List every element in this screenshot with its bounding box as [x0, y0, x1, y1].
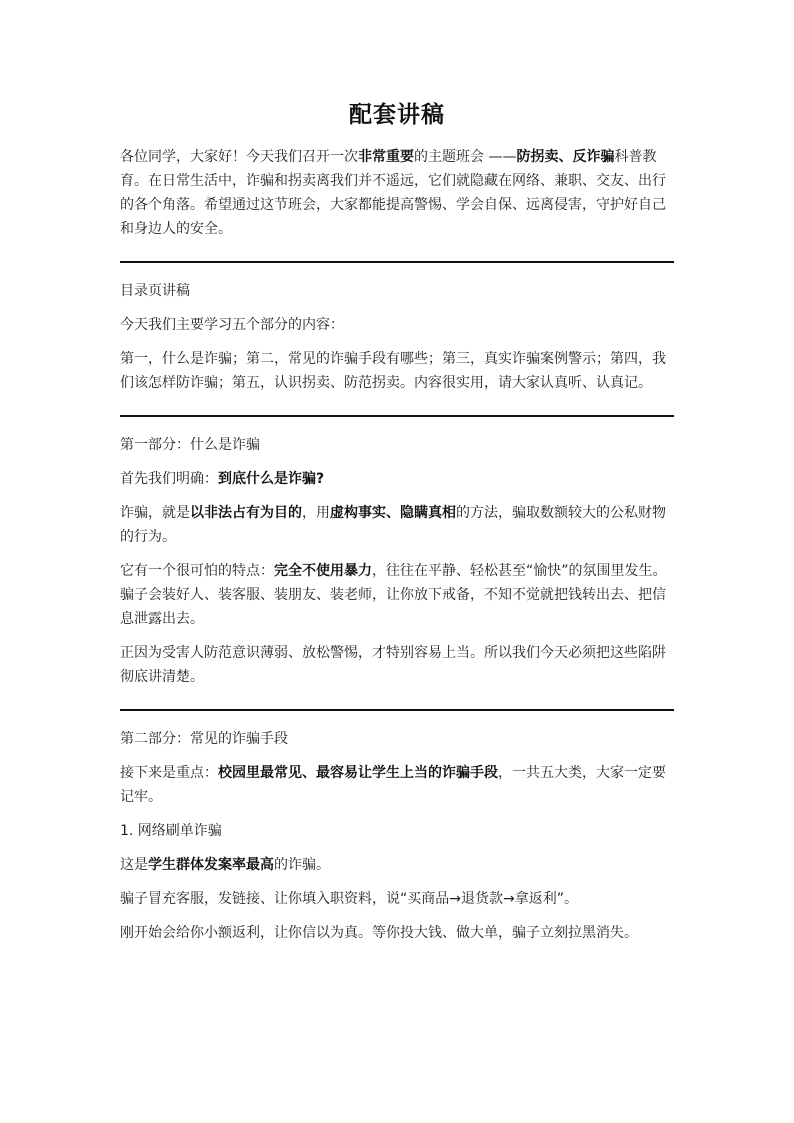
- text-run: 首先我们明确：: [120, 471, 218, 487]
- paragraph: 正因为受害人防范意识薄弱、放松警惕，才特别容易上当。所以我们今天必须把这些陷阱彻底讲清楚。: [120, 645, 666, 685]
- paragraph: [120, 559, 674, 631]
- text-run: 这是: [120, 857, 148, 873]
- text-run: 诈骗，就是: [120, 505, 190, 521]
- text-run: 科普教育。在日常生活中，诈骗和拐卖离我们并不遥远，它们就隐藏在网络、兼职、交友、出行的各个角落。希望通过这节班会，大家都能提高警惕、学会自保、远离侵害，守护好自己和身边人的安全。: [120, 149, 666, 237]
- paragraph: 第一，什么是诈骗；第二，常见的诈骗手段有哪些；第三，真实诈骗案例警示；第四，我们该怎样防诈骗；第五，认识拐卖、防范拐卖。内容很实用，请大家认真听、认真记。: [120, 351, 666, 391]
- paragraph: [120, 853, 674, 877]
- paragraph: 骗子冒充客服，发链接、让你填入职资料，说“买商品→退货款→拿返利”。: [120, 891, 578, 907]
- bold-text: 校园里最常见、最容易让学生上当的诈骗手段: [218, 765, 498, 781]
- intro-paragraph: [120, 145, 674, 241]
- bold-text: 防拐卖、反诈骗: [516, 149, 615, 165]
- bold-text: 到底什么是诈骗?: [218, 471, 325, 487]
- text-run: 各位同学，大家好！今天我们召开一次: [120, 149, 358, 165]
- bold-text: 学生群体发案率最高: [148, 857, 274, 873]
- section-divider: [120, 415, 674, 417]
- bold-text: 完全不使用暴力: [274, 563, 372, 579]
- paragraph: 刚开始会给你小额返利，让你信以为真。等你投大钱、做大单，骗子立刻拉黑消失。: [120, 925, 638, 941]
- text-run: 的主题班会 ——: [414, 149, 517, 165]
- text-run: ，一共五大类，大家一定要记牢。: [120, 765, 666, 805]
- section-toc: [120, 261, 674, 395]
- paragraph: [120, 467, 674, 491]
- text-run: ，往往在平静、轻松甚至“愉快”的氛围里发生。骗子会装好人、装客服、装朋友、装老师，让你放下戒备，不知不觉就把钱转出去、把信息泄露出去。: [120, 563, 667, 627]
- section-heading: 第二部分：常见的诈骗手段: [120, 731, 288, 747]
- section-part-one: [120, 415, 674, 689]
- paragraph: [120, 501, 674, 549]
- paragraph: [120, 761, 674, 809]
- bold-text: 以非法占有为目的: [190, 505, 302, 521]
- section-part-two: [120, 709, 674, 945]
- bold-text: 虚构事实、隐瞒真相: [330, 505, 456, 521]
- document-page: [120, 96, 674, 955]
- bold-text: 非常重要: [358, 149, 414, 165]
- section-heading: 目录页讲稿: [120, 283, 190, 299]
- text-run: 接下来是重点：: [120, 765, 218, 781]
- text-run: ，用: [302, 505, 330, 521]
- section-heading: 第一部分：什么是诈骗: [120, 437, 260, 453]
- section-divider: [120, 709, 674, 711]
- section-divider: [120, 261, 674, 263]
- text-run: 的诈骗。: [274, 857, 330, 873]
- paragraph: 今天我们主要学习五个部分的内容：: [120, 317, 344, 333]
- text-run: 的方法，骗取数额较大的公私财物的行为。: [120, 505, 666, 545]
- subheading: 1. 网络刷单诈骗: [120, 823, 222, 839]
- text-run: 它有一个很可怕的特点：: [120, 563, 274, 579]
- page-title: 配套讲稿: [349, 102, 445, 128]
